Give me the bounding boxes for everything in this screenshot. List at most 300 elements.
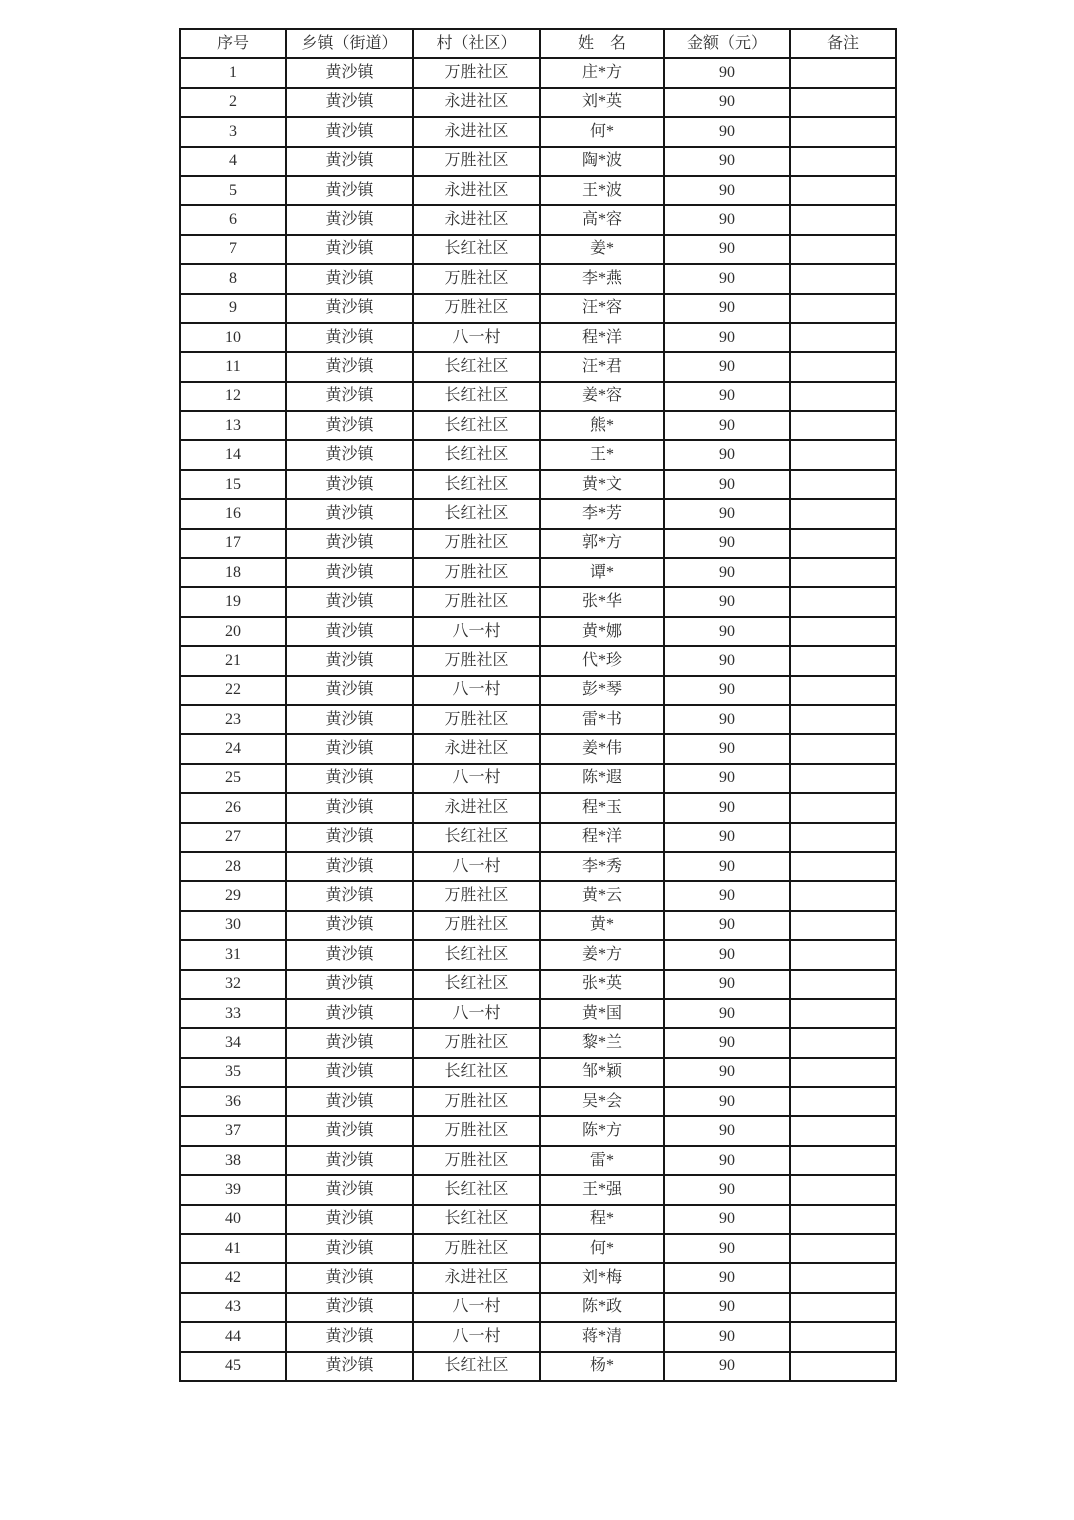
village-cell: 长红社区 — [413, 1205, 540, 1234]
name-cell: 吴*会 — [540, 1087, 664, 1116]
table-row — [180, 793, 896, 822]
table-row — [180, 940, 896, 969]
amount-cell: 90 — [664, 823, 790, 852]
village-cell: 永进社区 — [413, 176, 540, 205]
village-cell: 万胜社区 — [413, 1087, 540, 1116]
village-cell: 长红社区 — [413, 499, 540, 528]
village-cell: 长红社区 — [413, 1175, 540, 1204]
town-cell: 黄沙镇 — [286, 734, 413, 763]
table-row — [180, 499, 896, 528]
village-cell: 万胜社区 — [413, 58, 540, 87]
name-cell: 姜*容 — [540, 382, 664, 411]
name-cell: 李*芳 — [540, 499, 664, 528]
village-cell: 万胜社区 — [413, 1116, 540, 1145]
name-cell: 高*容 — [540, 205, 664, 234]
row-number-cell: 12 — [180, 382, 286, 411]
table-row — [180, 617, 896, 646]
village-cell: 万胜社区 — [413, 264, 540, 293]
row-number-cell: 11 — [180, 352, 286, 381]
village-cell: 永进社区 — [413, 117, 540, 146]
remark-cell — [790, 970, 896, 999]
town-cell: 黄沙镇 — [286, 235, 413, 264]
village-cell: 万胜社区 — [413, 646, 540, 675]
town-cell: 黄沙镇 — [286, 764, 413, 793]
name-cell: 姜*方 — [540, 940, 664, 969]
name-cell: 黄*国 — [540, 999, 664, 1028]
remark-cell — [790, 264, 896, 293]
town-cell: 黄沙镇 — [286, 940, 413, 969]
row-number-cell: 41 — [180, 1234, 286, 1263]
remark-cell — [790, 558, 896, 587]
name-cell: 黄* — [540, 911, 664, 940]
row-number-cell: 42 — [180, 1263, 286, 1292]
row-number-cell: 17 — [180, 529, 286, 558]
amount-cell: 90 — [664, 646, 790, 675]
name-cell: 熊* — [540, 411, 664, 440]
remark-cell — [790, 764, 896, 793]
table-row — [180, 1263, 896, 1292]
header-row-number: 序号 — [180, 29, 286, 58]
remark-cell — [790, 940, 896, 969]
village-cell: 长红社区 — [413, 823, 540, 852]
table-row — [180, 587, 896, 616]
village-cell: 永进社区 — [413, 205, 540, 234]
header-name: 姓 名 — [540, 29, 664, 58]
name-cell: 雷* — [540, 1146, 664, 1175]
name-cell: 李*燕 — [540, 264, 664, 293]
remark-cell — [790, 823, 896, 852]
town-cell: 黄沙镇 — [286, 646, 413, 675]
remark-cell — [790, 411, 896, 440]
table-row — [180, 1175, 896, 1204]
table-row — [180, 1028, 896, 1057]
town-cell: 黄沙镇 — [286, 676, 413, 705]
row-number-cell: 39 — [180, 1175, 286, 1204]
town-cell: 黄沙镇 — [286, 705, 413, 734]
village-cell: 长红社区 — [413, 440, 540, 469]
village-cell: 万胜社区 — [413, 529, 540, 558]
header-remark: 备注 — [790, 29, 896, 58]
table-row — [180, 294, 896, 323]
remark-cell — [790, 88, 896, 117]
row-number-cell: 6 — [180, 205, 286, 234]
row-number-cell: 16 — [180, 499, 286, 528]
name-cell: 庄*方 — [540, 58, 664, 87]
table-row — [180, 176, 896, 205]
row-number-cell: 20 — [180, 617, 286, 646]
row-number-cell: 32 — [180, 970, 286, 999]
town-cell: 黄沙镇 — [286, 881, 413, 910]
table-row — [180, 235, 896, 264]
row-number-cell: 30 — [180, 911, 286, 940]
village-cell: 长红社区 — [413, 1352, 540, 1381]
town-cell: 黄沙镇 — [286, 264, 413, 293]
remark-cell — [790, 587, 896, 616]
name-cell: 黄*文 — [540, 470, 664, 499]
row-number-cell: 36 — [180, 1087, 286, 1116]
town-cell: 黄沙镇 — [286, 382, 413, 411]
remark-cell — [790, 999, 896, 1028]
remark-cell — [790, 382, 896, 411]
name-cell: 张*华 — [540, 587, 664, 616]
name-cell: 邹*颖 — [540, 1058, 664, 1087]
amount-cell: 90 — [664, 1293, 790, 1322]
table-row — [180, 352, 896, 381]
table-row — [180, 823, 896, 852]
row-number-cell: 43 — [180, 1293, 286, 1322]
row-number-cell: 40 — [180, 1205, 286, 1234]
table-row — [180, 1116, 896, 1145]
row-number-cell: 23 — [180, 705, 286, 734]
name-cell: 王*波 — [540, 176, 664, 205]
amount-cell: 90 — [664, 1322, 790, 1351]
table-row — [180, 264, 896, 293]
row-number-cell: 15 — [180, 470, 286, 499]
row-number-cell: 9 — [180, 294, 286, 323]
table-row — [180, 1234, 896, 1263]
row-number-cell: 45 — [180, 1352, 286, 1381]
town-cell: 黄沙镇 — [286, 411, 413, 440]
amount-cell: 90 — [664, 676, 790, 705]
remark-cell — [790, 294, 896, 323]
town-cell: 黄沙镇 — [286, 793, 413, 822]
row-number-cell: 2 — [180, 88, 286, 117]
amount-cell: 90 — [664, 881, 790, 910]
name-cell: 黄*云 — [540, 881, 664, 910]
row-number-cell: 14 — [180, 440, 286, 469]
village-cell: 万胜社区 — [413, 147, 540, 176]
remark-cell — [790, 323, 896, 352]
remark-cell — [790, 1087, 896, 1116]
town-cell: 黄沙镇 — [286, 1175, 413, 1204]
table-row — [180, 1087, 896, 1116]
table-row — [180, 881, 896, 910]
village-cell: 永进社区 — [413, 734, 540, 763]
table-row — [180, 529, 896, 558]
amount-cell: 90 — [664, 1234, 790, 1263]
amount-cell: 90 — [664, 587, 790, 616]
table-row — [180, 734, 896, 763]
row-number-cell: 24 — [180, 734, 286, 763]
remark-cell — [790, 1175, 896, 1204]
name-cell: 姜* — [540, 235, 664, 264]
remark-cell — [790, 440, 896, 469]
village-cell: 八一村 — [413, 999, 540, 1028]
village-cell: 长红社区 — [413, 235, 540, 264]
row-number-cell: 29 — [180, 881, 286, 910]
remark-cell — [790, 1146, 896, 1175]
amount-cell: 90 — [664, 264, 790, 293]
town-cell: 黄沙镇 — [286, 999, 413, 1028]
name-cell: 雷*书 — [540, 705, 664, 734]
row-number-cell: 3 — [180, 117, 286, 146]
town-cell: 黄沙镇 — [286, 1058, 413, 1087]
name-cell: 姜*伟 — [540, 734, 664, 763]
amount-cell: 90 — [664, 940, 790, 969]
village-cell: 万胜社区 — [413, 881, 540, 910]
amount-cell: 90 — [664, 205, 790, 234]
remark-cell — [790, 235, 896, 264]
amount-cell: 90 — [664, 1146, 790, 1175]
amount-cell: 90 — [664, 58, 790, 87]
remark-cell — [790, 205, 896, 234]
village-cell: 万胜社区 — [413, 558, 540, 587]
table-row — [180, 147, 896, 176]
name-cell: 程*玉 — [540, 793, 664, 822]
amount-cell: 90 — [664, 764, 790, 793]
remark-cell — [790, 646, 896, 675]
village-cell: 八一村 — [413, 323, 540, 352]
remark-cell — [790, 734, 896, 763]
row-number-cell: 5 — [180, 176, 286, 205]
name-cell: 汪*容 — [540, 294, 664, 323]
town-cell: 黄沙镇 — [286, 1205, 413, 1234]
town-cell: 黄沙镇 — [286, 117, 413, 146]
remark-cell — [790, 617, 896, 646]
town-cell: 黄沙镇 — [286, 529, 413, 558]
remark-cell — [790, 1028, 896, 1057]
name-cell: 张*英 — [540, 970, 664, 999]
town-cell: 黄沙镇 — [286, 823, 413, 852]
town-cell: 黄沙镇 — [286, 499, 413, 528]
name-cell: 陈*政 — [540, 1293, 664, 1322]
village-cell: 八一村 — [413, 1322, 540, 1351]
row-number-cell: 34 — [180, 1028, 286, 1057]
amount-cell: 90 — [664, 1028, 790, 1057]
village-cell: 万胜社区 — [413, 705, 540, 734]
row-number-cell: 1 — [180, 58, 286, 87]
remark-cell — [790, 117, 896, 146]
village-cell: 长红社区 — [413, 470, 540, 499]
name-cell: 程*洋 — [540, 323, 664, 352]
town-cell: 黄沙镇 — [286, 1028, 413, 1057]
town-cell: 黄沙镇 — [286, 323, 413, 352]
village-cell: 万胜社区 — [413, 1028, 540, 1057]
remark-cell — [790, 499, 896, 528]
amount-cell: 90 — [664, 1352, 790, 1381]
town-cell: 黄沙镇 — [286, 1146, 413, 1175]
name-cell: 王*强 — [540, 1175, 664, 1204]
amount-cell: 90 — [664, 793, 790, 822]
row-number-cell: 10 — [180, 323, 286, 352]
town-cell: 黄沙镇 — [286, 970, 413, 999]
remark-cell — [790, 176, 896, 205]
row-number-cell: 33 — [180, 999, 286, 1028]
amount-cell: 90 — [664, 911, 790, 940]
amount-cell: 90 — [664, 147, 790, 176]
table-body — [180, 58, 896, 1381]
village-cell: 长红社区 — [413, 940, 540, 969]
amount-cell: 90 — [664, 235, 790, 264]
amount-cell: 90 — [664, 617, 790, 646]
village-cell: 长红社区 — [413, 382, 540, 411]
town-cell: 黄沙镇 — [286, 440, 413, 469]
name-cell: 郭*方 — [540, 529, 664, 558]
amount-cell: 90 — [664, 1205, 790, 1234]
town-cell: 黄沙镇 — [286, 911, 413, 940]
remark-cell — [790, 1116, 896, 1145]
table-row — [180, 676, 896, 705]
table-row — [180, 1352, 896, 1381]
name-cell: 杨* — [540, 1352, 664, 1381]
header-row — [180, 29, 896, 58]
row-number-cell: 22 — [180, 676, 286, 705]
table-row — [180, 1146, 896, 1175]
amount-cell: 90 — [664, 88, 790, 117]
amount-cell: 90 — [664, 411, 790, 440]
row-number-cell: 21 — [180, 646, 286, 675]
table-row — [180, 911, 896, 940]
remark-cell — [790, 1322, 896, 1351]
remark-cell — [790, 1058, 896, 1087]
village-cell: 永进社区 — [413, 793, 540, 822]
table-row — [180, 764, 896, 793]
village-cell: 八一村 — [413, 764, 540, 793]
amount-cell: 90 — [664, 1175, 790, 1204]
name-cell: 陈*方 — [540, 1116, 664, 1145]
table-header — [180, 29, 896, 58]
row-number-cell: 37 — [180, 1116, 286, 1145]
amount-cell: 90 — [664, 440, 790, 469]
name-cell: 刘*英 — [540, 88, 664, 117]
table-row — [180, 440, 896, 469]
amount-cell: 90 — [664, 1116, 790, 1145]
village-cell: 八一村 — [413, 676, 540, 705]
amount-cell: 90 — [664, 999, 790, 1028]
name-cell: 何* — [540, 1234, 664, 1263]
row-number-cell: 13 — [180, 411, 286, 440]
remark-cell — [790, 1263, 896, 1292]
name-cell: 刘*梅 — [540, 1263, 664, 1292]
name-cell: 陈*遐 — [540, 764, 664, 793]
town-cell: 黄沙镇 — [286, 205, 413, 234]
table-row — [180, 970, 896, 999]
village-cell: 永进社区 — [413, 88, 540, 117]
table-row — [180, 382, 896, 411]
town-cell: 黄沙镇 — [286, 294, 413, 323]
row-number-cell: 26 — [180, 793, 286, 822]
remark-cell — [790, 147, 896, 176]
table-row — [180, 88, 896, 117]
row-number-cell: 44 — [180, 1322, 286, 1351]
village-cell: 八一村 — [413, 852, 540, 881]
amount-cell: 90 — [664, 970, 790, 999]
table-row — [180, 558, 896, 587]
town-cell: 黄沙镇 — [286, 1322, 413, 1351]
payment-roster-table — [179, 28, 897, 1382]
village-cell: 永进社区 — [413, 1263, 540, 1292]
remark-cell — [790, 352, 896, 381]
amount-cell: 90 — [664, 1058, 790, 1087]
name-cell: 程*洋 — [540, 823, 664, 852]
name-cell: 何* — [540, 117, 664, 146]
town-cell: 黄沙镇 — [286, 176, 413, 205]
row-number-cell: 27 — [180, 823, 286, 852]
row-number-cell: 7 — [180, 235, 286, 264]
town-cell: 黄沙镇 — [286, 470, 413, 499]
town-cell: 黄沙镇 — [286, 1116, 413, 1145]
village-cell: 八一村 — [413, 1293, 540, 1322]
town-cell: 黄沙镇 — [286, 1087, 413, 1116]
village-cell: 八一村 — [413, 617, 540, 646]
row-number-cell: 31 — [180, 940, 286, 969]
village-cell: 万胜社区 — [413, 587, 540, 616]
name-cell: 汪*君 — [540, 352, 664, 381]
amount-cell: 90 — [664, 352, 790, 381]
amount-cell: 90 — [664, 852, 790, 881]
name-cell: 代*珍 — [540, 646, 664, 675]
town-cell: 黄沙镇 — [286, 1293, 413, 1322]
header-town: 乡镇（街道） — [286, 29, 413, 58]
village-cell: 万胜社区 — [413, 911, 540, 940]
table-row — [180, 323, 896, 352]
name-cell: 彭*琴 — [540, 676, 664, 705]
town-cell: 黄沙镇 — [286, 587, 413, 616]
name-cell: 陶*波 — [540, 147, 664, 176]
town-cell: 黄沙镇 — [286, 147, 413, 176]
remark-cell — [790, 1293, 896, 1322]
row-number-cell: 25 — [180, 764, 286, 793]
town-cell: 黄沙镇 — [286, 1263, 413, 1292]
village-cell: 万胜社区 — [413, 1234, 540, 1263]
village-cell: 长红社区 — [413, 970, 540, 999]
remark-cell — [790, 881, 896, 910]
village-cell: 长红社区 — [413, 411, 540, 440]
village-cell: 长红社区 — [413, 352, 540, 381]
amount-cell: 90 — [664, 470, 790, 499]
town-cell: 黄沙镇 — [286, 58, 413, 87]
row-number-cell: 28 — [180, 852, 286, 881]
remark-cell — [790, 529, 896, 558]
header-amount: 金额（元） — [664, 29, 790, 58]
remark-cell — [790, 705, 896, 734]
remark-cell — [790, 1352, 896, 1381]
name-cell: 李*秀 — [540, 852, 664, 881]
remark-cell — [790, 58, 896, 87]
header-village: 村（社区） — [413, 29, 540, 58]
amount-cell: 90 — [664, 1263, 790, 1292]
village-cell: 万胜社区 — [413, 1146, 540, 1175]
row-number-cell: 4 — [180, 147, 286, 176]
remark-cell — [790, 470, 896, 499]
town-cell: 黄沙镇 — [286, 617, 413, 646]
row-number-cell: 19 — [180, 587, 286, 616]
table-row — [180, 1205, 896, 1234]
village-cell: 万胜社区 — [413, 294, 540, 323]
town-cell: 黄沙镇 — [286, 558, 413, 587]
table-row — [180, 1058, 896, 1087]
amount-cell: 90 — [664, 558, 790, 587]
row-number-cell: 8 — [180, 264, 286, 293]
town-cell: 黄沙镇 — [286, 1352, 413, 1381]
name-cell: 谭* — [540, 558, 664, 587]
row-number-cell: 18 — [180, 558, 286, 587]
amount-cell: 90 — [664, 705, 790, 734]
row-number-cell: 38 — [180, 1146, 286, 1175]
town-cell: 黄沙镇 — [286, 1234, 413, 1263]
table-row — [180, 705, 896, 734]
table-row — [180, 999, 896, 1028]
amount-cell: 90 — [664, 499, 790, 528]
town-cell: 黄沙镇 — [286, 852, 413, 881]
amount-cell: 90 — [664, 1087, 790, 1116]
table-row — [180, 1293, 896, 1322]
name-cell: 黎*兰 — [540, 1028, 664, 1057]
amount-cell: 90 — [664, 176, 790, 205]
row-number-cell: 35 — [180, 1058, 286, 1087]
name-cell: 程* — [540, 1205, 664, 1234]
remark-cell — [790, 1205, 896, 1234]
